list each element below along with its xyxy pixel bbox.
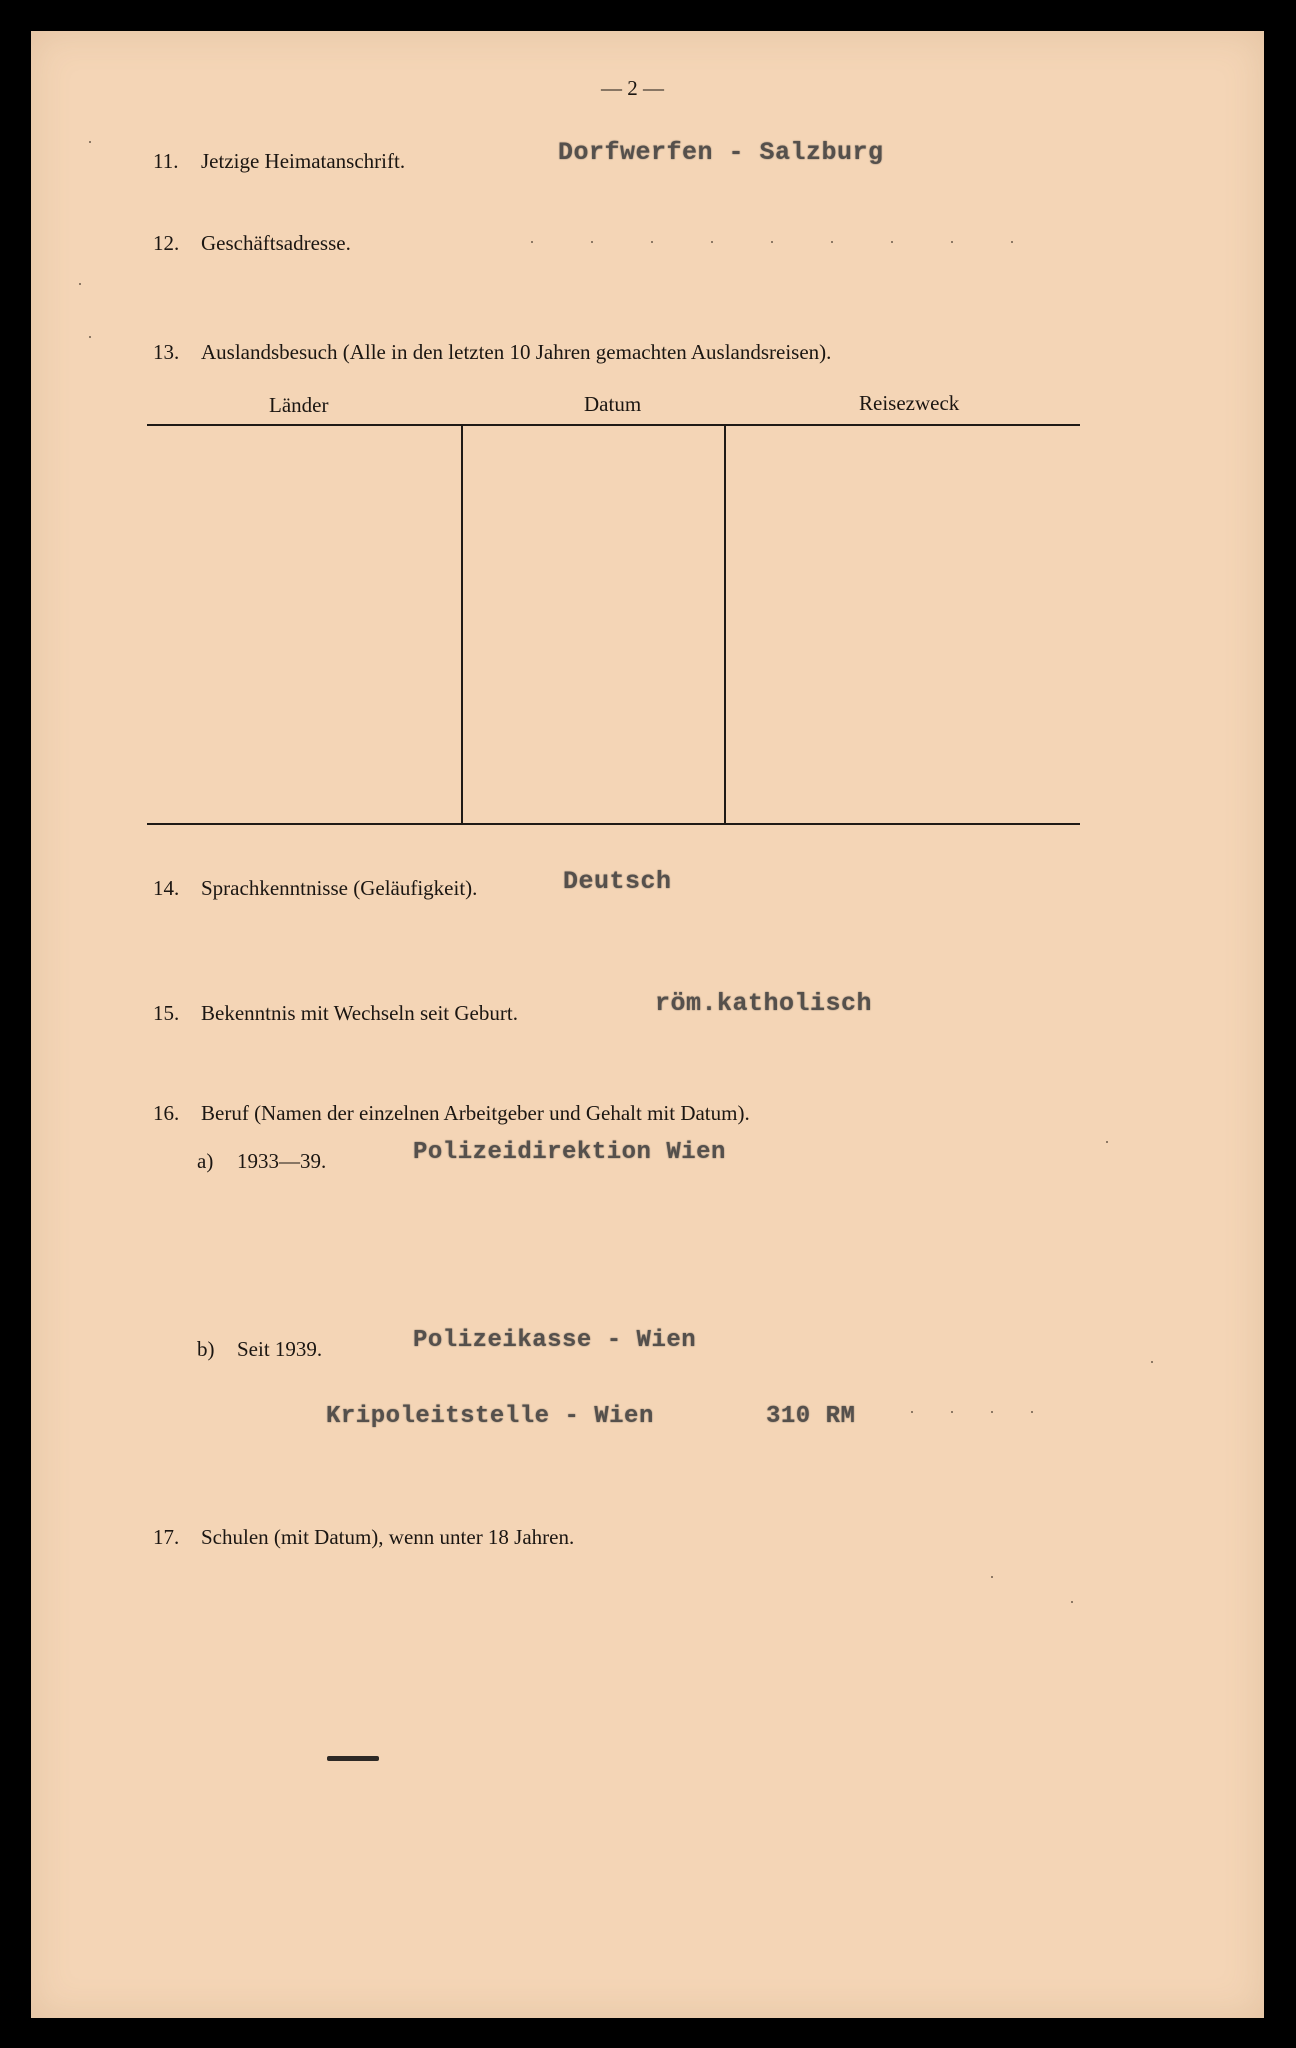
field-17-text: Schulen (mit Datum), wenn unter 18 Jahren. [201, 1525, 575, 1549]
paper-speck [89, 141, 91, 143]
table-header-countries: Länder [269, 393, 329, 417]
paper-speck [1011, 241, 1013, 243]
occupation-a-label: a) [197, 1149, 214, 1173]
paper-speck [891, 241, 893, 243]
field-17-number: 17. [153, 1525, 180, 1549]
paper-speck [951, 1411, 953, 1413]
paper-speck [1031, 1411, 1033, 1413]
paper-speck [1071, 1601, 1073, 1603]
occupation-b-label: b) [197, 1337, 215, 1361]
field-15-label [153, 1003, 518, 1024]
field-13-text: Auslandsbesuch (Alle in den letzten 10 Jahren gemachten Auslandsreisen). [201, 340, 832, 364]
table-header-date: Datum [584, 392, 642, 416]
paper-speck [531, 241, 533, 243]
field-13-label [153, 342, 831, 363]
field-16-label [153, 1103, 750, 1124]
field-15-value: röm.katholisch [655, 989, 873, 1018]
paper-speck [1106, 1141, 1108, 1143]
field-11-text: Jetzige Heimatanschrift. [201, 149, 406, 173]
occupation-b-employer-1: Polizeikasse - Wien [413, 1327, 697, 1354]
paper-speck [771, 241, 773, 243]
field-14-text: Sprachkenntnisse (Geläufigkeit). [201, 876, 478, 900]
paper-speck [89, 336, 91, 338]
typewriter-dash-mark [327, 1756, 379, 1761]
occupation-a-period: 1933—39. [237, 1149, 327, 1173]
paper-speck [79, 283, 81, 285]
paper-speck [911, 1411, 913, 1413]
field-11-value: Dorfwerfen - Salzburg [558, 138, 884, 167]
field-12-number: 12. [153, 231, 180, 255]
document-page [31, 31, 1264, 2018]
field-14-number: 14. [153, 876, 180, 900]
field-12-label [153, 233, 351, 254]
paper-speck [591, 241, 593, 243]
field-13-number: 13. [153, 340, 180, 364]
paper-speck [831, 241, 833, 243]
field-14-label [153, 878, 477, 899]
field-16-text: Beruf (Namen der einzelnen Arbeitgeber und Gehalt mit Datum). [201, 1101, 750, 1125]
field-15-text: Bekenntnis mit Wechseln seit Geburt. [201, 1001, 518, 1025]
field-17-label [153, 1527, 574, 1548]
occupation-b-employer-2: Kripoleitstelle - Wien [326, 1403, 654, 1430]
field-11-number: 11. [153, 149, 179, 173]
paper-speck [991, 1411, 993, 1413]
field-14-value: Deutsch [563, 867, 672, 896]
paper-speck [711, 241, 713, 243]
table-bottom-rule [147, 823, 1080, 825]
field-12-text: Geschäftsadresse. [201, 231, 351, 255]
occupation-a-employer: Polizeidirektion Wien [413, 1139, 726, 1166]
paper-speck [651, 241, 653, 243]
paper-speck [991, 1576, 993, 1578]
table-divider-2 [724, 424, 726, 823]
field-16-number: 16. [153, 1101, 180, 1125]
occupation-b-salary: 310 RM [766, 1403, 856, 1430]
table-top-rule [147, 424, 1080, 426]
paper-speck [951, 241, 953, 243]
paper-speck [1151, 1361, 1153, 1363]
occupation-b-period: Seit 1939. [237, 1337, 323, 1361]
page-number: — 2 — [601, 76, 664, 100]
table-header-purpose: Reisezweck [859, 391, 960, 415]
field-15-number: 15. [153, 1001, 180, 1025]
field-11-label [153, 151, 405, 172]
table-divider-1 [461, 426, 463, 823]
